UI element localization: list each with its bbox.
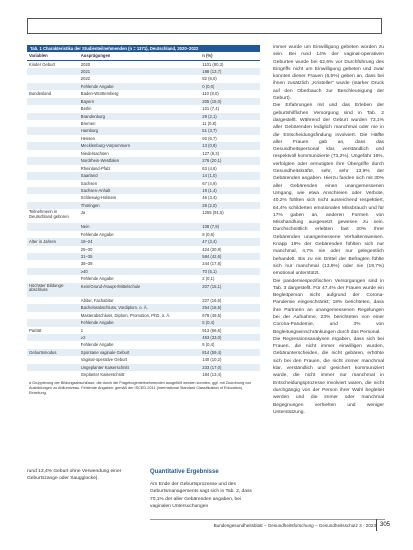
table-cell: Fehlende Angabe [80,320,114,326]
table-cell: 0 (0,0) [202,83,215,89]
table-cell: 70 (5,1) [202,268,217,274]
table-cell [27,260,79,267]
table-cell: Spontane vaginale Geburt [80,349,130,355]
table-cell: Geburtsmodus [29,349,57,355]
table-cell: Teilnehmerin in Deutschland geboren [29,209,69,219]
table-cell: Baden-Württemberg [80,91,119,97]
table-cell [27,356,79,363]
table-cell [27,75,79,82]
body-text-bottom-left: rund 13,4% Geburt ohne Verwendung einer Geburtszange oder Saugglocke). [27,469,122,482]
table-cell: 244 (17,8) [202,261,222,267]
table-cell: 29 (2,1) [202,113,217,119]
table-cell: Bundesland [29,91,52,97]
table-row [27,246,260,253]
table-cell: 5 (0,4) [202,342,215,348]
table-cell [27,113,79,120]
table-cell: 913 (66,6) [202,327,222,333]
table-cell: 1255 (91,5) [202,210,224,216]
table-row [27,68,260,75]
table-row [27,194,260,201]
table-row [27,304,260,311]
table-cell [27,202,79,209]
table-cell: Kinder Geburt [29,61,56,67]
table-cell: 14 (1,0) [202,173,217,179]
table-row [27,253,260,260]
table-header-cell: Ausprägungen [80,53,111,58]
table-cell: 51 (3,7) [202,128,217,134]
table-cell: 2021 [80,68,91,74]
table-cell: 254 (18,5) [202,305,222,311]
table-cell: 205 (15,0) [202,98,222,104]
table-row [27,120,260,127]
table-row [27,180,260,187]
table-row [27,356,260,363]
table-footnote: a Gruppierung der Bildungsabschlüsse, die durch die Fragebogenteilnehmenden ausgefüllt werden konnten, ggf. mit Zuordnung von Ausbildungen zu Abiturniveau. Fehlende Angaben: gemäß der ISCED-2011 (International Standard Classification of Education) Einteilung. [29,380,252,395]
table-row [27,150,260,157]
table-cell [27,165,79,172]
table-cell: 2 (0,1) [202,276,215,282]
footer-divider [150,519,385,520]
table-row [27,349,260,356]
table-cell [27,371,79,378]
paragraph: Am Ende der Geburtsprozesse und des Geburtsmanagements sagt sich in Tab. 2, dass 70,1% der aller Gebärenden angaben, bei vaginalen Untersuchungen [150,482,252,509]
table-cell: 227 (16,6) [202,297,222,303]
table-cell: 82 (6,0) [202,76,217,82]
table-cell: 63 (4,6) [202,165,217,171]
body-text-right-column [273,44,384,416]
table-cell: Höchster Bildungs-abschluss [29,282,65,293]
table-cell [27,312,79,319]
table-row [27,223,260,230]
table-cell: 13 (0,9) [202,143,217,149]
table-cell [27,150,79,157]
table-cell: Berlin [80,106,92,112]
table-cell [27,187,79,194]
table-cell: 108 (7,9) [202,224,220,230]
table-cell: Nein [80,224,90,230]
table-cell: Saarland [80,173,98,179]
table-row [27,83,260,90]
table-cell: Hessen [80,135,95,141]
results-section [150,468,262,510]
table-row [27,327,260,334]
table-row [27,142,260,149]
table-caption: Tab. 1 Charakteristika der Studienteilnehmenden (n = 1371), Deutschland, 2020–2022 [27,45,260,52]
table-cell: Ja [80,210,86,216]
table-row [27,238,260,245]
table-cell: Kein/Grund-/Haupt-/Mittelschule [80,283,141,289]
table-cell [27,364,79,371]
table-cell: ≥40 [80,268,88,274]
journal-footer: Bundesgesundheitsblatt – Gesundheitsforschung – Gesundheitsschutz 3 · 2023 [213,523,376,528]
table-cell [27,83,79,90]
table-row [27,113,260,120]
table-cell: 678 (49,5) [202,312,222,318]
table-cell [27,341,79,348]
table-cell: Schleswig-Holstein [80,195,117,201]
table-cell [27,334,79,341]
table-cell [27,268,79,275]
table-row [27,371,260,378]
table-row [27,283,260,297]
table-cell: 188 (13,7) [202,68,222,74]
table-cell: 28 (2,0) [202,202,217,208]
table-cell: Nordrhein-Westfalen [80,158,120,164]
table-row [27,319,260,326]
table-cell: 31–35 [80,254,93,259]
table-cell: Fehlende Angabe [80,231,114,237]
table-cell [27,98,79,105]
page-number: 305 [376,519,392,531]
table-row [27,341,260,348]
table-row [27,187,260,194]
table-cell: 19 (1,4) [202,187,217,193]
table-cell: 1101 (80,3) [202,61,224,67]
table-cell: Bayern [80,98,95,104]
table-row [27,61,260,68]
table-row [27,231,260,238]
table-cell: Niedersachsen [80,150,109,156]
table-cell: Bremen [80,121,96,126]
table-cell [27,275,79,282]
table-cell: 36–39 [80,261,93,267]
table-cell: 2020 [80,61,91,67]
table-header-cell: n (%) [202,53,213,58]
table-cell: Parität [29,327,42,333]
table-cell: Vaginal-operative Geburt [80,357,128,363]
table-cell: Fehlende Angabe [80,342,114,348]
table-cell: 453 (33,0) [202,334,222,340]
table-cell: Sachsen-Anhalt [80,187,111,193]
table-row [27,260,260,267]
table-cell: Sachsen [80,180,98,186]
paragraph: immer wurde um Einwilligung gebeten worden zu sein. Bei rund 14% der vaginal-operativen Geburten wurde bei 62,6% vor Durchführung des Eingriffs nicht um Einwilligung gebeten und zwar konnten dieser Frauen (6,5%) geben an, dass bei ihnen zusätzlich „Kristeller“ wurde (starker Druck auf den Oberbauch zur Beschleunigung der Geburt). [273,45,384,102]
table-cell: Fehlende Angabe [80,83,114,89]
table-cell: Brandenburg [80,113,105,119]
table-cell: 5 (0,4) [202,320,215,326]
section-heading: Quantitative Ergebnisse [150,469,219,475]
table-row [27,75,260,82]
table-row [27,157,260,164]
table-cell [27,253,79,260]
table-row [27,297,260,304]
table-cell: 101 (7,4) [202,106,220,112]
table-cell: 2022 [80,76,91,82]
table-cell: Fehlende Angabe [80,276,114,282]
table-cell: Hamburg [80,128,99,134]
table-cell [27,157,79,164]
paragraph: Die Regressionsanalysen ergaben, dass sich bei Frauen, die nicht immer einwilligen wurden, Gebärunterscheiden, die nicht gebären, erhöhte sich bei den Frauen, die nicht immer manchmal klar, verständlich und gesichert kommuniziert wurde, die nicht immer nur manchmal in Entscheidungsprozesse involviert waren, die nicht durchgängig von der Person ihrer Wahl begleitet werden und die immer oder manchmal Begegnungen verhielten und weniger Unterstützung. [273,336,384,415]
table-row [27,334,260,341]
table-cell [27,231,79,238]
table-cell: Geplanter Kaiserschnitt [80,372,125,378]
table-cell: Rheinland-Pfalz [80,165,111,171]
table-cell: 233 (17,0) [202,364,222,370]
table-cell: Ungeplanter Kaiserschnitt [80,364,129,370]
table-row [27,105,260,112]
table-cell: 276 (20,1) [202,158,222,164]
table-cell [27,194,79,201]
table-row [27,172,260,179]
paragraph: Die Erfahrungen mit und das Erleben der geburtshilflichen Versorgung sind in Tab. 2 dargestellt. Während der Geburt wurden 73,1% aller Gebärenden lediglich manchmal oder nie in die Entscheidungsfindung involviert. Die Hälfte aller Frauen gab an, dass das Gesundheitspersonal klar, verständlich und respektvoll kommunizierte (73,2%). Ungefähr 16%, verfolgten oder ermutigten ihre Übergriffe durch Gesundheitskräfte, sehr, sehr 13,9% der Gebärenden angaben. Hierzu fanden sich mit 30% aller Gebärenden einen unangemessenen Umgang, wie etwa Anschreien oder Verbote, 40,2% fühlten sich nicht ausreichend respektiert, 64,4% schilderten emotionalen Missbrauch und für 17% gaben an, anderen Formen von Misshandlung ausgesetzt gewesen zu sein. Durchschnittlich erlebten fast 20% Ihrer Gebärenden unangemessene Verhaltensweisen. Knapp 19% der Gebärenden fühlten sich nur manchmal, 4,7% nie oder nur gelegentlich behandelt. Bis zu ein Drittel der Befragten fühlte sich nur manchmal (13,9%) oder nie (19,7%) emotional unterstützt. [273,103,384,277]
table-cell: 207 (15,1) [202,283,222,289]
table-cell: 110 (8,0) [202,91,219,97]
table-cell: 127 (9,3) [202,150,220,156]
table-cell: 8 (0,6) [202,231,215,237]
table-cell: 47 (3,4) [202,239,217,245]
table-row [27,268,260,275]
table-cell: Abitur, Fachabitur [80,297,114,303]
table-row [27,202,260,209]
table-cell: 424 (30,9) [202,246,222,252]
table-header-row [27,52,260,61]
table-cell [27,127,79,134]
table-row [27,209,260,223]
table-row [27,98,260,105]
table-row [27,364,260,371]
data-table [27,45,260,396]
table-cell [27,304,79,311]
table-cell [27,172,79,179]
table-cell [27,246,79,253]
table-cell: 814 (59,4) [202,349,222,355]
table-cell: Masterabschluss, Diplom, Promotion, PhD, o. Ä. [80,312,171,318]
table-cell: 46 (3,4) [202,195,217,201]
table-row [27,90,260,97]
table-cell [27,135,79,142]
table-cell [27,142,79,149]
table-cell: 25–30 [80,246,93,252]
paragraph: Die pandemiespezifischen Versorgungen sind in Tab. 3 dargestellt. Für 47,4% der Frauen wurde ein Begleitperson nicht aufgrund der Corona-Pandemie eingeschränkt; 19% berichteten, dass ihre Partnerin an unangemessenen Regelungen bei der Aufnahme, 23% berichteten von einer Corona-Pandemie, und 3% von Begleitungseinschränkungen durch das Personal. [273,278,384,335]
table-cell [27,105,79,112]
table-cell [27,120,79,127]
table-cell: 18–24 [80,239,93,245]
table-cell [27,223,79,230]
table-cell: Mecklenburg-Vorpommern [80,143,131,149]
table-cell: 584 (42,6) [202,254,222,259]
table-cell: Bachelorabschluss, Vordiplom, o. Ä. [80,305,148,311]
table-header-cell: Variablen [29,53,48,58]
table-row [27,165,260,172]
table-cell [27,297,79,304]
table-cell [27,180,79,187]
table-row [27,135,260,142]
table-cell: 184 (13,4) [202,372,222,378]
table-cell: Thüringen [80,202,100,208]
table-body [27,61,260,379]
header-box [27,18,382,34]
table-row [27,275,260,282]
table-cell: 140 (10,2) [202,357,222,363]
table-cell [27,319,79,326]
table-cell: 92 (6,7) [202,135,217,141]
table-cell: Alter in Jahren [29,239,56,245]
table-cell: 67 (4,9) [202,180,217,186]
table-cell: 1 [80,327,84,333]
table-cell [27,68,79,75]
table-cell: 11 (0,8) [202,121,217,126]
table-row [27,127,260,134]
table-cell: ≥2 [80,334,86,340]
table-row [27,312,260,319]
